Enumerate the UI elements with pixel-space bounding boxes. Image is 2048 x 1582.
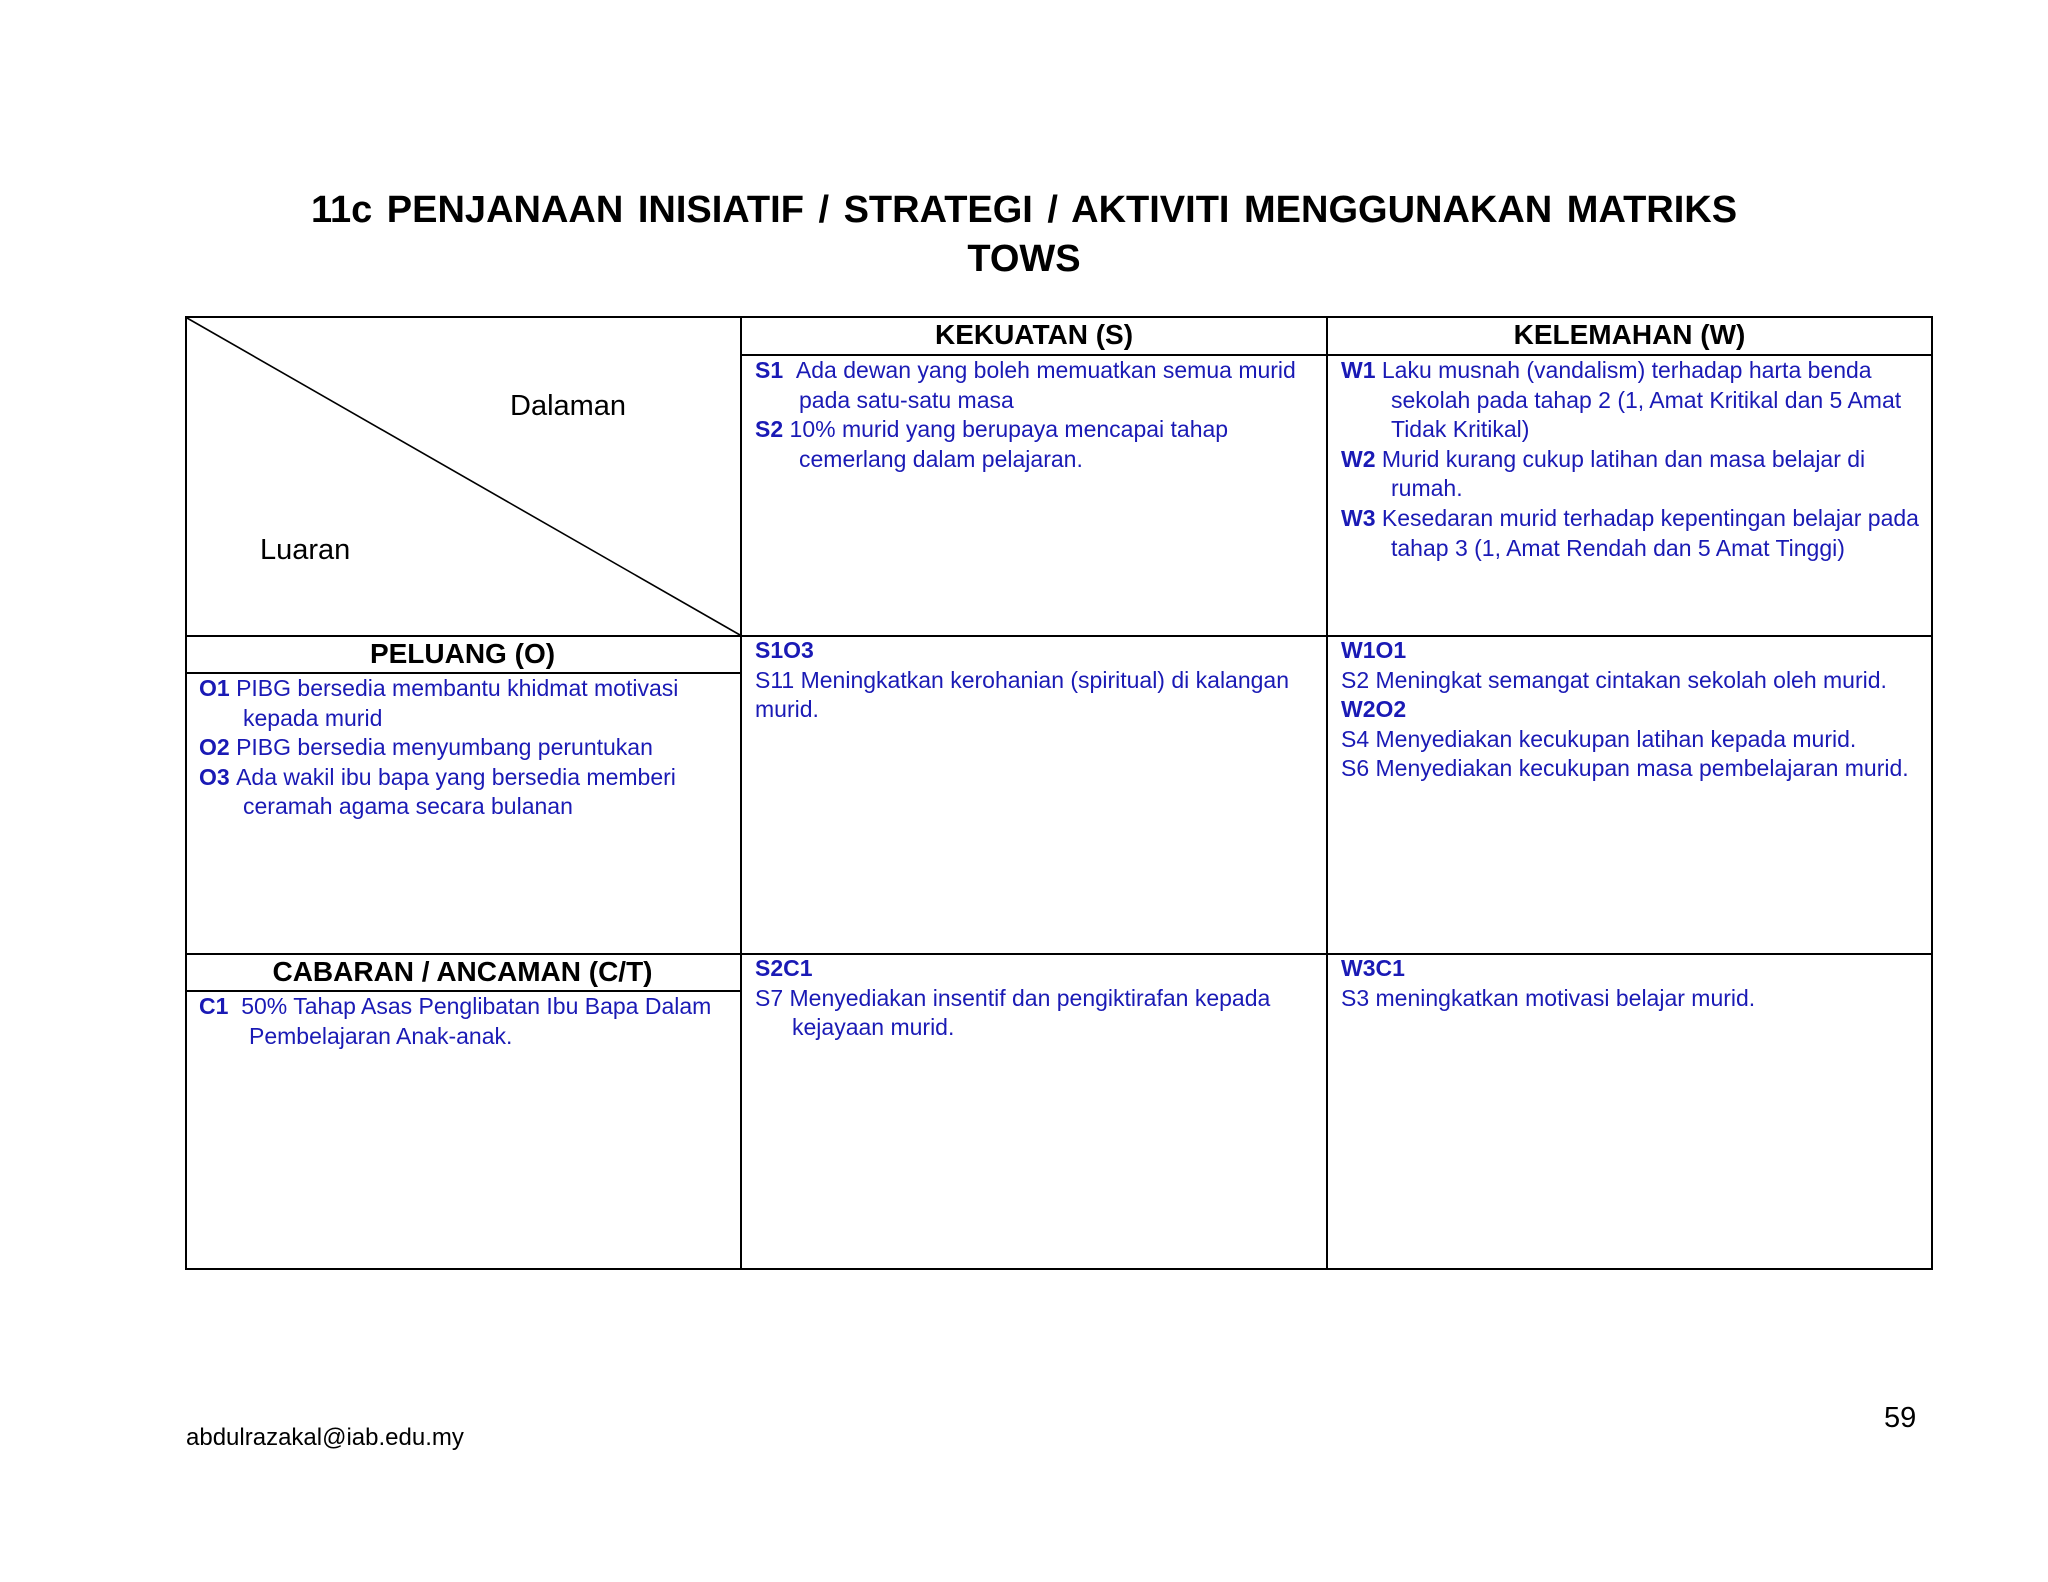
corner-diagonal-line [185, 316, 742, 637]
wo-strategy-item: S4 Menyediakan kecukupan latihan kepada murid. [1341, 725, 1857, 752]
strengths-list [755, 356, 1311, 474]
title-line-1: 11c PENJANAAN INISIATIF / STRATEGI / AKTIVITI MENGGUNAKAN MATRIKS [310, 189, 1738, 231]
strength-item: S1 Ada dewan yang boleh memuatkan semua murid pada satu-satu masa [755, 357, 1296, 413]
weaknesses-list [1341, 356, 1921, 563]
wo-strategy-code: W1O1 [1341, 637, 1407, 663]
threat-item: C1 50% Tahap Asas Penglibatan Ibu Bapa Dalam Pembelajaran Anak-anak. [199, 993, 712, 1049]
footer-email: abdulrazakal@iab.edu.my [186, 1424, 464, 1451]
so-strategy-item: S11 Meningkatkan kerohanian (spiritual) di kalangan murid. [755, 666, 1290, 723]
so-strategy-code: S1O3 [755, 637, 814, 663]
corner-label-external: Luaran [260, 534, 351, 566]
strength-item: S2 10% murid yang berupaya mencapai tahap cemerlang dalam pelajaran. [755, 416, 1229, 472]
wt-strategy-code: W3C1 [1341, 955, 1405, 981]
page-number: 59 [1884, 1402, 1917, 1434]
wt-strategy-cell [1341, 954, 1916, 1013]
threats-list [199, 992, 729, 1051]
corner-label-internal: Dalaman [510, 390, 627, 422]
wo-strategy-item: S2 Meningkat semangat cintakan sekolah oleh murid. [1341, 666, 1887, 693]
page-title [186, 186, 1862, 284]
matrix-border-bottom [185, 1268, 1933, 1270]
matrix-column-divider-2 [1326, 316, 1328, 1270]
weakness-item: W1 Laku musnah (vandalism) terhadap harta benda sekolah pada tahap 2 (1, Amat Kritikal dan 5 Amat Tidak Kritikal) [1341, 357, 1902, 443]
wo-strategy-cell [1341, 636, 1916, 784]
opportunity-item: O3 Ada wakil ibu bapa yang bersedia memberi ceramah agama secara bulanan [199, 763, 676, 820]
strengths-header: KEKUATAN (S) [934, 319, 1134, 350]
so-strategy-cell [755, 636, 1311, 725]
wo-strategy-code: W2O2 [1341, 696, 1407, 723]
wo-strategy-item: S6 Menyediakan kecukupan masa pembelajaran murid. [1341, 755, 1909, 782]
st-strategy-code: S2C1 [755, 955, 813, 981]
weaknesses-header: KELEMAHAN (W) [1513, 319, 1746, 350]
threats-header: CABARAN / ANCAMAN (C/T) [272, 956, 653, 987]
title-line-2: TOWS [967, 238, 1081, 280]
weakness-item: W2 Murid kurang cukup latihan dan masa belajar di rumah. [1341, 445, 1866, 502]
tows-matrix [185, 316, 1933, 1270]
st-strategy-cell [755, 954, 1311, 1043]
st-strategy-item: S7 Menyediakan insentif dan pengiktirafan kepada kejayaan murid. [755, 984, 1271, 1041]
opportunities-header: PELUANG (O) [369, 638, 556, 669]
wt-strategy-item: S3 meningkatkan motivasi belajar murid. [1341, 984, 1756, 1011]
opportunity-item: O2 PIBG bersedia menyumbang peruntukan [199, 734, 653, 761]
weakness-item: W3 Kesedaran murid terhadap kepentingan belajar pada tahap 3 (1, Amat Rendah dan 5 Amat Tinggi) [1341, 504, 1919, 561]
matrix-border-right [1931, 316, 1933, 1270]
opportunities-list [199, 674, 729, 822]
opportunity-item: O1 PIBG bersedia membantu khidmat motivasi kepada murid [199, 675, 679, 731]
